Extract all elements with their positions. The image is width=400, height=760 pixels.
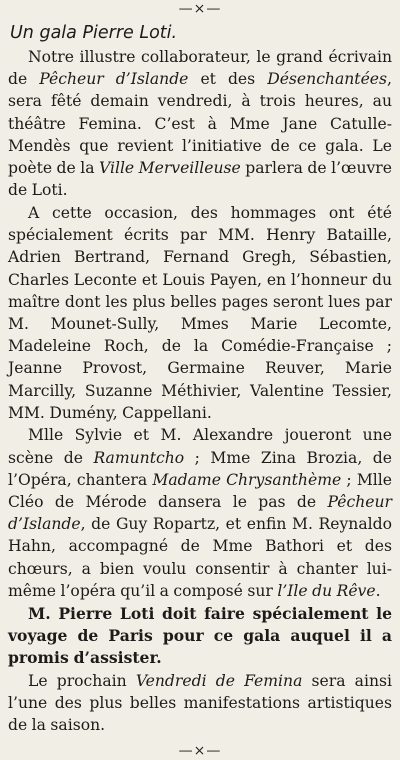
- text-run: , sera fêté demain vendredi, à trois heures, au théâtre Femina. C’est à Mme Jane Catulle-Mendès que revient l’initiative de ce gala. Le poète de la: [8, 70, 393, 178]
- text-run: Notre illustre collaborateur, le grand écrivain de: [8, 48, 392, 89]
- italic-title-run: Pêcheur d’Islande: [8, 493, 392, 534]
- italic-title-run: Vendredi de Femina: [135, 671, 303, 690]
- text-run: et des: [188, 70, 268, 89]
- paragraph-announcement: [8, 46, 392, 201]
- text-run: .: [375, 581, 381, 600]
- text-run: ; Mme Zina Brozia, de l’Opéra, chantera: [8, 448, 392, 489]
- text-run: ; Mlle Cléo de Mérode dansera le pas de: [8, 470, 392, 512]
- text-run: sera ainsi l’une des plus belles manifestations artistiques de la saison.: [8, 671, 392, 735]
- italic-title-run: Madame Chrysanthème: [152, 470, 342, 489]
- italic-title-run: l’Ile du Rêve: [277, 581, 376, 600]
- text-run: Le prochain: [28, 671, 136, 690]
- text-run: parlera de l’œuvre de Loti.: [8, 159, 392, 200]
- italic-title-run: Ramuntcho: [93, 448, 185, 467]
- italic-title-run: Pêcheur d’Islande: [39, 70, 189, 89]
- text-run: , de Guy Ropartz, et enfin M. Reynaldo Hahn, accompagné de Mme Bathori et des chœurs, a bien voulu consentir à chanter lui-même l’opéra qu’il a composé sur: [8, 515, 392, 600]
- article-title: Un gala Pierre Loti.: [10, 23, 178, 43]
- italic-title-run: Ville Merveilleuse: [98, 159, 241, 178]
- bottom-separator: —×—: [178, 743, 222, 760]
- top-separator: —×—: [178, 1, 222, 17]
- paragraph-performances: [8, 424, 392, 602]
- text-run: M. Pierre Loti doit faire spécialement le voyage de Paris pour ce gala auquel il a promis d’assister.: [8, 603, 392, 667]
- paragraph-loti-attendance: [8, 603, 392, 670]
- text-run: Mlle Sylvie et M. Alexandre joueront une scène de: [8, 426, 392, 467]
- text-run: A cette occasion, des hommages ont été spécialement écrits par MM. Henry Bataille, Adrien Bertrand, Fernand Gregh, Sébastien, Charles Leconte et Louis Payen, en l’honneur du maître dont les plus belles pages seront lues par M. Mounet-Sully, Mmes Marie Lecomte, Madeleine Roch, de la Comédie-Française ; Jeanne Provost, Germaine Reuver, Marie Marcilly, Suzanne Méthivier, Valentine Tessier, MM. Dumény, Cappellani.: [8, 203, 392, 422]
- paragraph-next-vendredi: [8, 670, 392, 737]
- paragraph-hommages: [8, 202, 392, 424]
- italic-title-run: Désenchantées: [267, 70, 388, 89]
